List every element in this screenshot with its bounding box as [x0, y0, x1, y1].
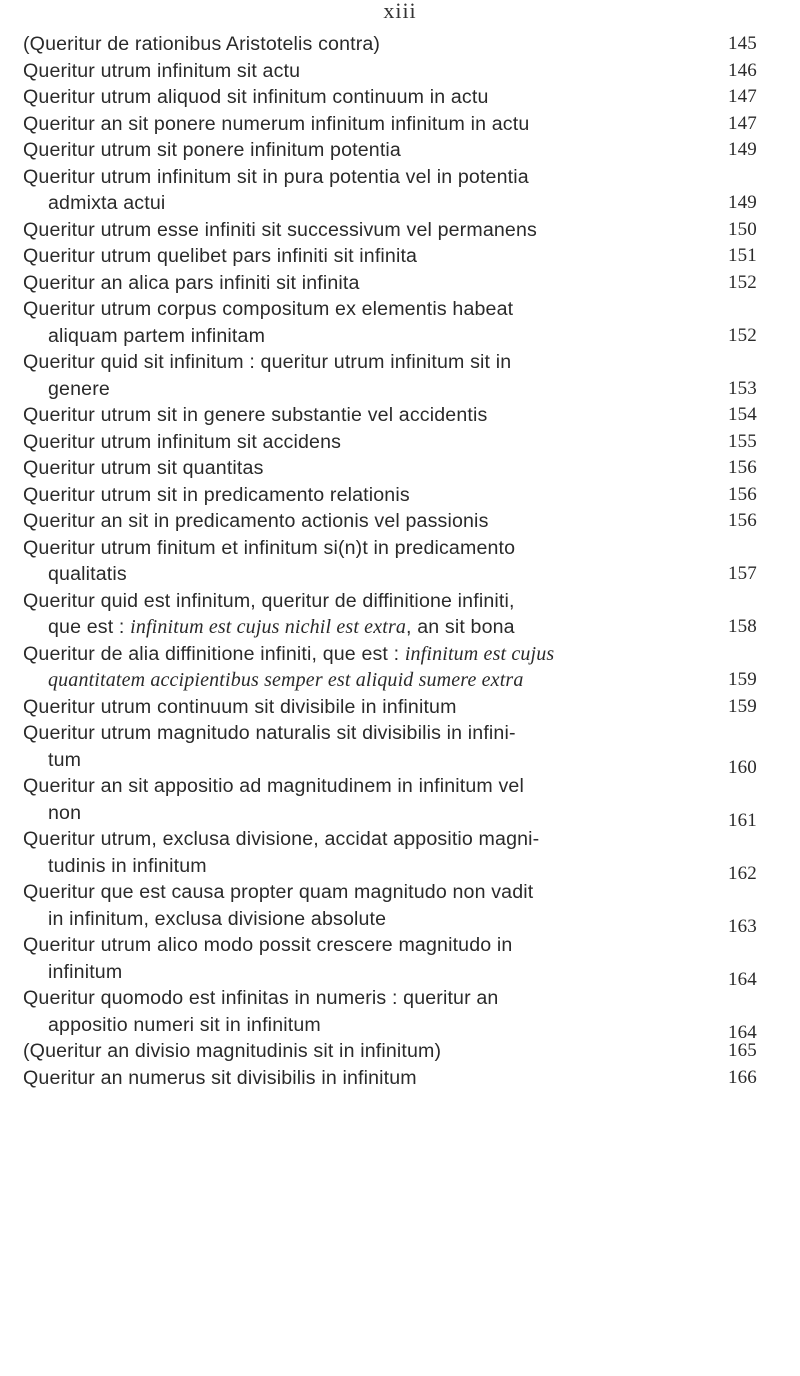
toc-entry [23, 985, 778, 1043]
toc-entry [23, 349, 778, 402]
entry-title-continuation: tudinis in infinitum [48, 854, 207, 877]
toc-entry [23, 1065, 778, 1092]
page-reference: 155 [728, 430, 757, 452]
entry-title: Queritur an alica pars infiniti sit infinita [23, 271, 360, 294]
page-reference: 162 [728, 862, 757, 884]
entry-title-continuation: genere [48, 377, 110, 400]
entry-title: Queritur quid sit infinitum : queritur utrum infinitum sit in [23, 351, 512, 373]
toc-entry [23, 270, 778, 297]
page-reference: 159 [728, 695, 757, 717]
toc-entry [23, 694, 778, 721]
toc-entry [23, 429, 778, 456]
page-reference: 156 [728, 483, 757, 505]
entry-title-continuation: aliquam partem infinitam [48, 324, 266, 347]
toc-entry [23, 879, 778, 937]
entry-title: (Queritur de rationibus Aristotelis contra) [23, 33, 381, 55]
page-number: xiii [383, 0, 417, 23]
entry-title: Queritur quomodo est infinitas in numeris : queritur an [23, 987, 499, 1009]
entry-text: que est : [48, 616, 131, 638]
entry-title: Queritur utrum infinitum sit accidens [23, 430, 342, 453]
toc-entry [23, 1038, 778, 1065]
entry-title: Queritur an numerus sit divisibilis in infinitum [23, 1066, 417, 1089]
toc-entry [23, 588, 778, 641]
toc-entry [23, 641, 778, 694]
entry-title: Queritur utrum sit quantitas [23, 457, 264, 479]
entry-title: (Queritur an divisio magnitudinis sit in infinitum) [23, 1040, 442, 1062]
page-reference: 145 [728, 33, 757, 54]
page-reference: 157 [728, 563, 757, 584]
page-reference: 160 [728, 756, 757, 778]
entry-title: Queritur utrum sit in genere substantie vel accidentis [23, 404, 488, 426]
page-reference: 159 [728, 669, 757, 690]
entry-title-continuation: qualitatis [48, 563, 127, 585]
page-reference: 166 [728, 1066, 757, 1088]
page-reference: 156 [728, 457, 757, 478]
toc-entry [23, 58, 778, 85]
entry-title: Queritur utrum finitum et infinitum si(n)t in predicamento [23, 536, 516, 559]
page-reference: 163 [728, 915, 757, 937]
entry-title: Queritur utrum alico modo possit crescere magnitudo in [23, 934, 513, 956]
entry-title: Queritur utrum magnitudo naturalis sit divisibilis in infini- [23, 722, 516, 744]
toc-entry [23, 508, 778, 535]
page-reference: 149 [728, 139, 757, 160]
toc-entry [23, 932, 778, 990]
page-reference: 147 [728, 86, 757, 107]
entry-title-continuation: infinitum [48, 960, 123, 983]
page-reference: 161 [728, 809, 757, 831]
page-reference: 152 [728, 324, 757, 346]
page-reference: 164 [728, 968, 757, 990]
entry-title: Queritur utrum infinitum sit actu [23, 59, 301, 82]
entry-title: Queritur utrum esse infiniti sit successivum vel permanens [23, 218, 537, 241]
page-reference: 152 [728, 271, 757, 293]
page-reference: 151 [728, 245, 757, 266]
entry-title: Queritur utrum sit in predicamento relationis [23, 483, 410, 506]
toc-entry [23, 773, 778, 831]
entry-italic-definition: infinitum est cujus nichil est extra [130, 616, 407, 638]
entry-title-continuation: in infinitum, exclusa divisione absolute [48, 907, 387, 930]
page-reference: 149 [728, 192, 757, 213]
entry-title-continuation [23, 667, 778, 694]
entry-title: Queritur utrum aliquod sit infinitum continuum in actu [23, 86, 489, 108]
toc-entry [23, 720, 778, 778]
entry-title: Queritur utrum corpus compositum ex elementis habeat [23, 298, 514, 320]
entry-text: , an sit bona [406, 616, 515, 638]
entry-title [23, 641, 778, 668]
page-reference: 154 [728, 404, 757, 425]
page-reference: 147 [728, 112, 757, 134]
entry-title: Queritur utrum continuum sit divisibile in infinitum [23, 695, 457, 718]
entry-title-continuation: tum [48, 748, 82, 771]
entry-italic-definition: infinitum est cujus [404, 642, 555, 665]
entry-title: Queritur an sit ponere numerum infinitum infinitum in actu [23, 112, 530, 135]
toc-entry [23, 243, 778, 270]
toc-entry [23, 84, 778, 111]
entry-title: Queritur utrum, exclusa divisione, accidat appositio magni- [23, 828, 540, 850]
entry-text: Queritur de alia diffinitione infiniti, que est : [23, 642, 405, 665]
entry-title: Queritur utrum quelibet pars infiniti sit infinita [23, 245, 418, 267]
toc-entry [23, 31, 778, 58]
toc-entry [23, 217, 778, 244]
toc-entry [23, 535, 778, 588]
page-reference: 146 [728, 59, 757, 81]
toc-entry [23, 455, 778, 482]
entry-title: Queritur que est causa propter quam magnitudo non vadit [23, 881, 534, 903]
entry-title-continuation: admixta actui [48, 192, 166, 214]
entry-title-continuation [23, 614, 778, 641]
entry-title: Queritur utrum sit ponere infinitum potentia [23, 139, 401, 161]
page-reference: 165 [728, 1040, 757, 1061]
table-of-contents [23, 31, 778, 1091]
toc-entry [23, 402, 778, 429]
page-reference: 150 [728, 218, 757, 240]
page-reference: 164 [728, 1021, 757, 1043]
entry-italic-definition: quantitatem accipientibus semper est aliquid sumere extra [48, 669, 524, 691]
page-reference: 158 [728, 616, 757, 637]
page-reference: 156 [728, 510, 757, 531]
entry-title-continuation: non [48, 801, 82, 824]
toc-entry [23, 164, 778, 217]
toc-entry [23, 137, 778, 164]
entry-title: Queritur an sit in predicamento actionis vel passionis [23, 510, 489, 532]
toc-entry [23, 111, 778, 138]
entry-title: Queritur utrum infinitum sit in pura potentia vel in potentia [23, 165, 529, 188]
entry-title: Queritur quid est infinitum, queritur de diffinitione infiniti, [23, 589, 515, 612]
toc-entry [23, 482, 778, 509]
toc-entry [23, 826, 778, 884]
entry-title: Queritur an sit appositio ad magnitudinem in infinitum vel [23, 775, 524, 797]
toc-entry [23, 296, 778, 349]
entry-title-continuation: appositio numeri sit in infinitum [48, 1013, 321, 1036]
page-reference: 153 [728, 377, 757, 399]
